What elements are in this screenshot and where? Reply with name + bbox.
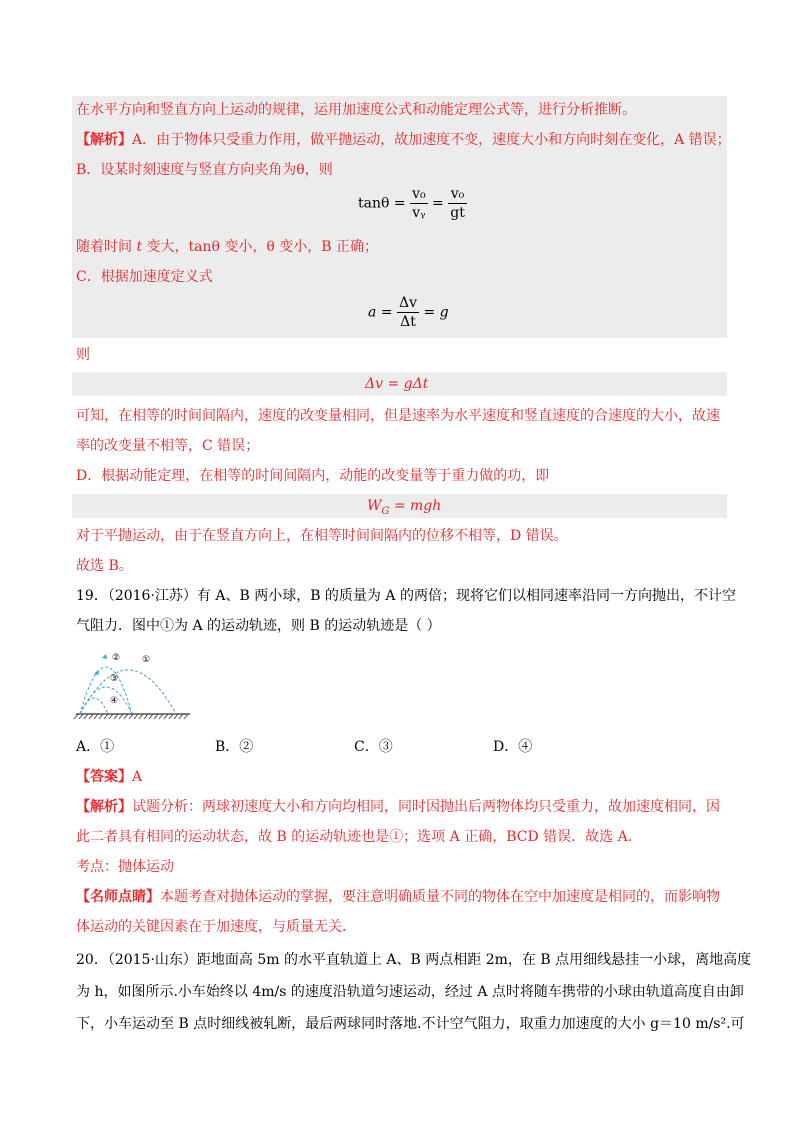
q20-line-3: 下，小车运动至 B 点时细线被轧断，最后两球同时落地.不计空气阻力，取重力加速度的大小 g＝10 m/s².可 [76,1016,745,1032]
q19-option-d[interactable]: D．④ [493,739,533,755]
after-eq1-b: 变大，tanθ 变小，θ 变小，B 正确； [142,239,379,255]
equation-accel [368,294,449,331]
fig-label-3: ③ [110,674,119,684]
c-line: C．根据加速度定义式 [76,269,213,285]
equation-tan [358,185,467,222]
q19-mingshi-line-2: 体运动的关键因素在于加速度，与质量无关. [76,919,347,935]
eq1-num1: v₀ [412,186,426,202]
fig-label-1: ① [142,655,151,665]
eq2-lhs: a = [368,304,393,321]
eq2-frac [397,294,419,331]
eq1-num2: v₀ [448,185,467,204]
jiexi-a-line [76,130,731,150]
q19-kaodian: 考点：抛体运动 [76,859,174,875]
eq4-w: W [367,498,382,514]
fig-label-4: ④ [110,696,119,706]
eq4-sub: G [381,505,390,517]
q19-answer-line [76,767,142,787]
q19-jiexi-tag: 【解析】 [76,799,132,815]
after-eq1-line [76,237,378,257]
q19-option-b[interactable]: B．② [215,739,254,755]
kezhi-line-1: 可知，在相等的时间间隔内，速度的改变量相同，但是速率为水平速度和竖直速度的合速度的大小，故速 [76,408,720,424]
eq1-lhs: tanθ = [358,195,406,212]
b-line: B．设某时刻速度与竖直方向夹角为θ，则 [76,162,333,178]
jiexi-tag: 【解析】 [76,132,132,148]
fig-label-2: ② [112,653,121,663]
q19-line-2: 气阻力．图中①为 A 的运动轨迹，则 B 的运动轨迹是（ ） [76,618,441,634]
d-line: D．根据动能定理，在相等的时间间隔内，动能的改变量等于重力做的功，即 [76,468,550,484]
trajectory-2 [80,667,132,714]
eq4-rest: = mgh [389,498,442,514]
answer-tag: 【答案】 [76,769,132,785]
q19-option-c[interactable]: C．③ [354,739,393,755]
after-eq1-t: t [136,239,143,255]
trajectory-4 [80,698,108,714]
mingshi-text-1: 本题考查对抛体运动的掌握，要注意明确质量不同的物体在空中加速度是相同的，而影响物 [160,889,720,905]
intro-line: 在水平方向和竖直方向上运动的规律，运用加速度公式和动能定理公式等，进行分析推断。 [76,102,636,118]
duiyu-line: 对于平抛运动，由于在竖直方向上，在相等时间间隔内的位移不相等，D 错误。 [76,528,568,544]
eq2-den: Δt [400,314,416,330]
q19-jiexi-line-2: 此二者具有相同的运动状态，故 B 的运动轨迹也是①；选项 A 正确，BCD 错误．故选 A. [76,829,633,845]
equation-dv: Δv = gΔt [365,376,429,392]
eq1-den1: vᵧ [412,205,426,221]
mingshi-tag: 【名师点睛】 [76,889,160,905]
q19-jiexi-line-1 [76,797,720,817]
after-eq1-a: 随着时间 [76,239,137,255]
guxuan-line: 故选 B。 [76,558,133,574]
jiexi-a-text: A．由于物体只受重力作用，做平抛运动，故加速度不变，速度大小和方向时刻在变化，A 错误； [132,132,731,148]
eq1-equals: = [432,195,444,212]
answer-value: A [132,769,143,785]
kezhi-line-2: 率的改变量不相等，C 错误； [76,438,260,454]
q19-option-a[interactable]: A．① [76,739,115,755]
eq2-num: Δv [398,295,418,311]
eq1-den2: gt [450,205,465,221]
q19-jiexi-text-1: 试题分析：两球初速度大小和方向均相同，同时因抛出后两物体均只受重力，故加速度相同，因 [132,799,720,815]
q19-line-1: 19．（2016·江苏）有 A、B 两小球，B 的质量为 A 的两倍；现将它们以相同速率沿同一方向抛出，不计空 [76,588,736,604]
equation-work [367,496,441,522]
q20-line-2: 为 h，如图所示.小车始终以 4m/s 的速度沿轨道匀速运动，经过 A 点时将随车携带的小球由轨道高度自由卸 [76,984,744,1000]
eq1-frac1 [410,185,428,222]
ze-line: 则 [76,347,90,363]
eq1-frac2 [448,185,467,222]
q20-line-1: 20．（2015·山东）距地面高 5m 的水平直轨道上 A、B 两点相距 2m，在 B 点用细线悬挂一小球，离地高度 [76,952,752,968]
q19-trajectory-figure [72,648,194,722]
q19-mingshi-line-1 [76,887,720,907]
eq2-rhs: = g [423,304,449,321]
